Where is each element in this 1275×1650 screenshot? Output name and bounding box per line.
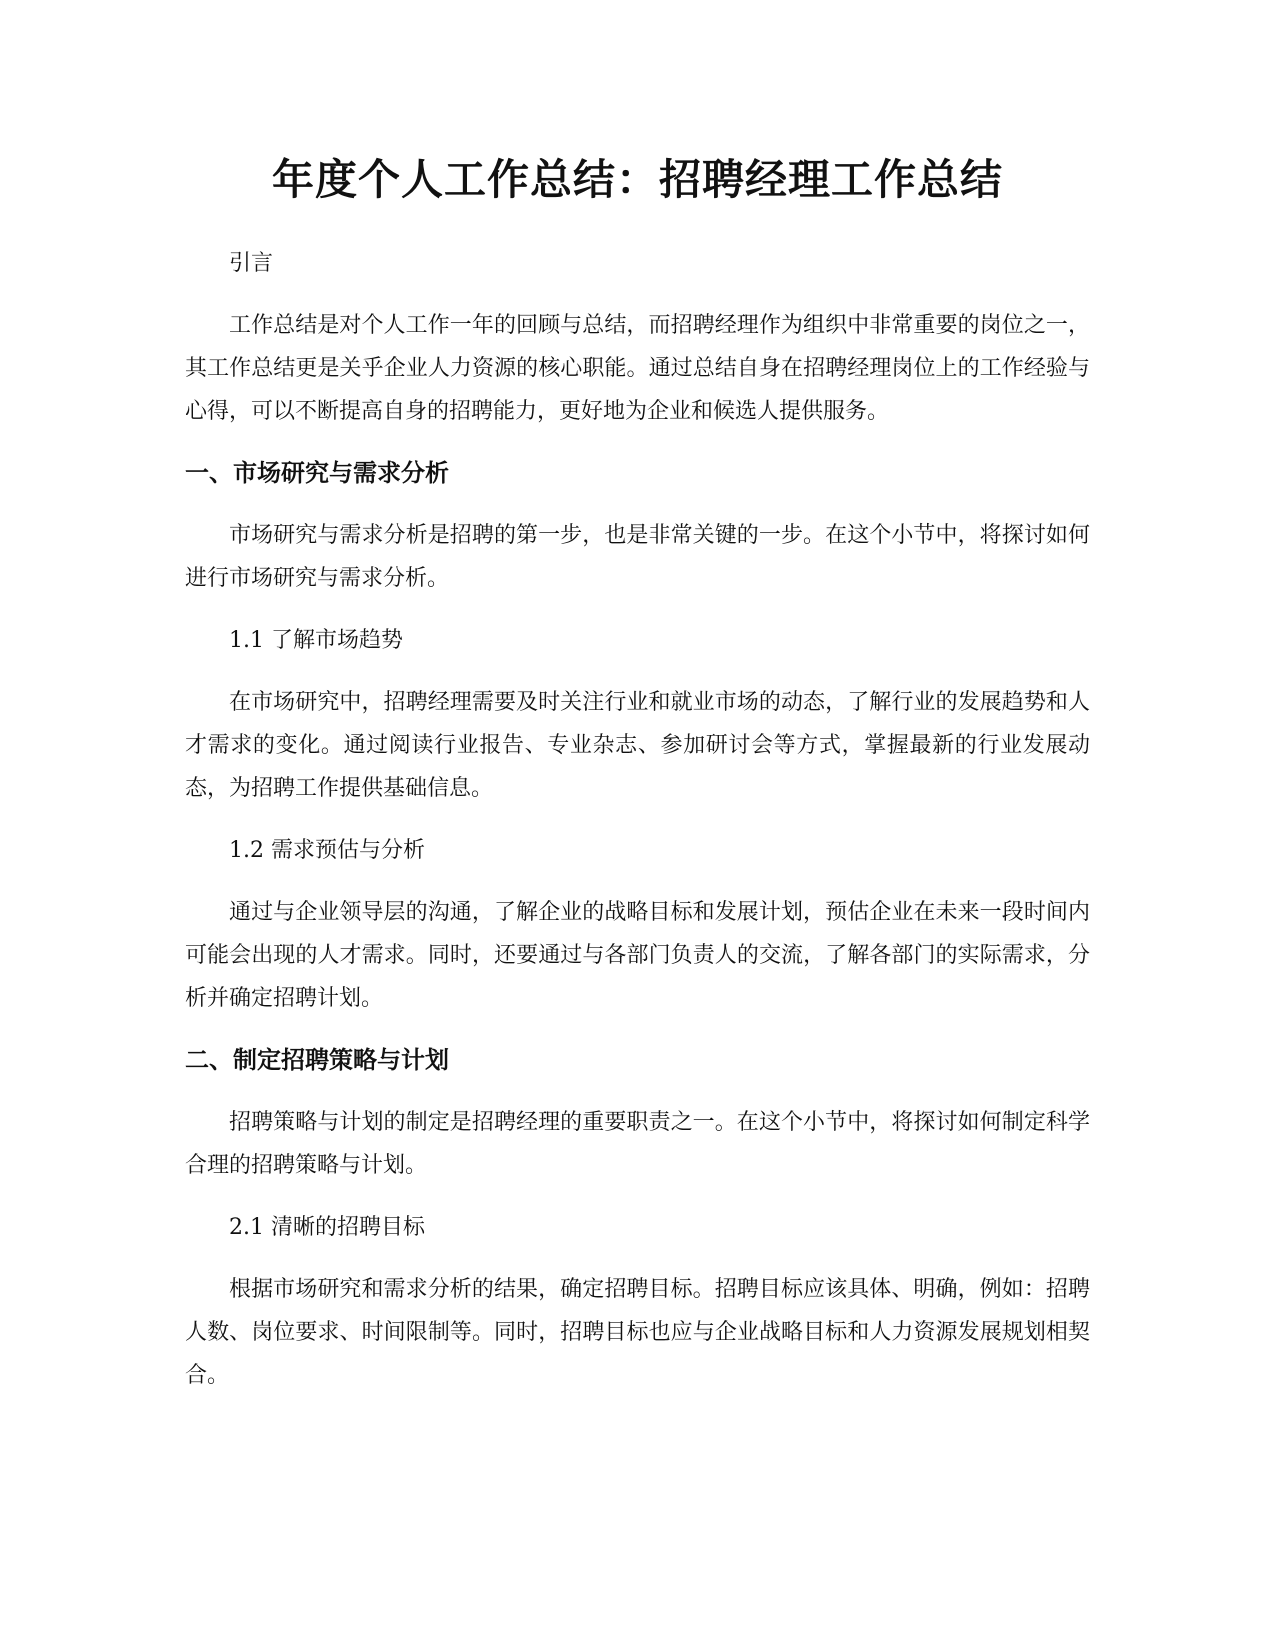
subsection-1-2-paragraph: 通过与企业领导层的沟通，了解企业的战略目标和发展计划，预估企业在未来一段时间内可能会出现的人才需求。同时，还要通过与各部门负责人的交流，了解各部门的实际需求，分析并确定招聘计划。 [185, 900, 1090, 1011]
section-1-paragraph: 市场研究与需求分析是招聘的第一步，也是非常关键的一步。在这个小节中，将探讨如何进行市场研究与需求分析。 [185, 523, 1090, 591]
subsection-2-1-title: 2.1 清晰的招聘目标 [229, 1215, 425, 1240]
document-title: 年度个人工作总结：招聘经理工作总结 [271, 155, 1003, 204]
section-2-paragraph: 招聘策略与计划的制定是招聘经理的重要职责之一。在这个小节中，将探讨如何制定科学合理的招聘策略与计划。 [185, 1110, 1090, 1178]
intro-paragraph: 工作总结是对个人工作一年的回顾与总结，而招聘经理作为组织中非常重要的岗位之一，其工作总结更是关乎企业人力资源的核心职能。通过总结自身在招聘经理岗位上的工作经验与心得，可以不断提高自身的招聘能力，更好地为企业和候选人提供服务。 [185, 313, 1090, 424]
subsection-1-2-title: 1.2 需求预估与分析 [229, 838, 425, 863]
subsection-2-1-paragraph: 根据市场研究和需求分析的结果，确定招聘目标。招聘目标应该具体、明确，例如：招聘人数、岗位要求、时间限制等。同时，招聘目标也应与企业战略目标和人力资源发展规划相契合。 [185, 1277, 1090, 1388]
subsection-1-1-title: 1.1 了解市场趋势 [229, 628, 403, 653]
document-page [185, 140, 1090, 1397]
intro-label: 引言 [229, 251, 274, 276]
section-heading-1: 一、市场研究与需求分析 [185, 459, 449, 487]
subsection-1-1-paragraph: 在市场研究中，招聘经理需要及时关注行业和就业市场的动态，了解行业的发展趋势和人才需求的变化。通过阅读行业报告、专业杂志、参加研讨会等方式，掌握最新的行业发展动态，为招聘工作提供基础信息。 [185, 690, 1090, 801]
section-heading-2: 二、制定招聘策略与计划 [185, 1046, 449, 1074]
